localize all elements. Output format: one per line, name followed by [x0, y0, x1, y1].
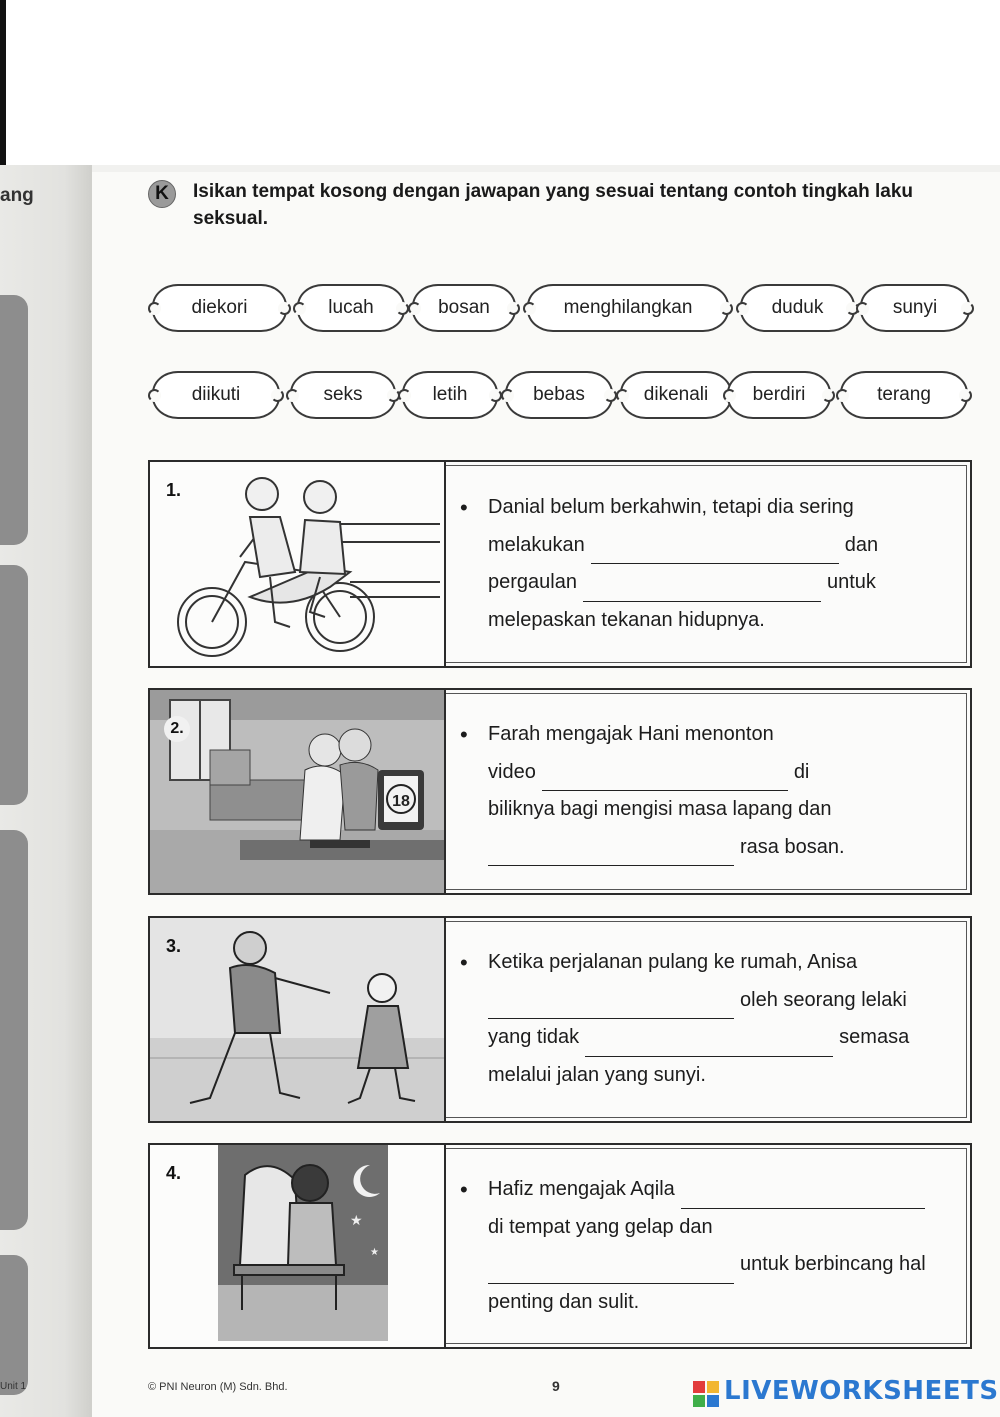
left-tab: [0, 295, 28, 545]
scan-edge: [0, 0, 6, 168]
word-cloud[interactable]: dikenali: [620, 371, 732, 419]
text-segment: pergaulan: [488, 571, 577, 593]
bullet-icon: •: [460, 495, 468, 520]
answer-blank-4a[interactable]: [681, 1183, 925, 1209]
question-box-3: [148, 916, 972, 1123]
text-line: Ketika perjalanan pulang ke rumah, Anisa: [488, 951, 858, 973]
text-segment: di: [793, 760, 810, 783]
left-page-footer: Unit 1: [0, 1381, 27, 1392]
word-cloud[interactable]: diekori: [152, 284, 287, 332]
question-text: [460, 716, 950, 866]
word-cloud[interactable]: letih: [402, 371, 498, 419]
page-number: 9: [552, 1378, 560, 1394]
left-tab: [0, 1255, 28, 1395]
instruction-text: Isikan tempat kosong dengan jawapan yang sesuai tentang contoh tingkah laku seksual.: [193, 181, 914, 229]
answer-blank-3b[interactable]: [585, 1031, 833, 1057]
question-box-1: [148, 460, 972, 668]
text-line: Danial belum berkahwin, tetapi dia sering: [488, 496, 854, 518]
text-line: [464, 1246, 950, 1284]
text-line: Farah mengajak Hani menonton: [488, 723, 774, 745]
question-text: [460, 944, 950, 1094]
word-cloud[interactable]: sunyi: [860, 284, 970, 332]
svg-text:★: ★: [350, 1213, 363, 1229]
bedroom-illustration: [150, 690, 446, 893]
word-cloud[interactable]: seks: [290, 371, 396, 419]
left-page-edge: [0, 165, 92, 1417]
picture-bedroom-computer: [150, 690, 446, 893]
left-tab: [0, 565, 28, 805]
question-text: [460, 489, 950, 639]
answer-blank-3a[interactable]: [488, 993, 734, 1019]
answer-blank-2b[interactable]: [488, 840, 734, 866]
brand-name[interactable]: LIVEWORKSHEETS: [724, 1376, 999, 1406]
street-illustration: [150, 918, 446, 1121]
left-page-word: ang: [0, 185, 34, 206]
text-segment: Hafiz mengajak Aqila: [488, 1178, 675, 1200]
picture-street-stranger: [150, 918, 446, 1121]
text-segment: oleh seorang lelaki: [740, 988, 907, 1011]
text-segment: semasa: [839, 1026, 910, 1048]
answer-blank-1b[interactable]: [583, 576, 821, 602]
motorcycle-illustration: [150, 462, 446, 666]
bullet-icon: •: [460, 1177, 468, 1202]
word-cloud[interactable]: menghilangkan: [527, 284, 729, 332]
night-illustration: [150, 1145, 446, 1347]
question-box-2: [148, 688, 972, 895]
word-cloud[interactable]: lucah: [297, 284, 405, 332]
text-line: [464, 829, 950, 867]
text-line: [464, 1019, 950, 1057]
word-cloud[interactable]: bebas: [505, 371, 613, 419]
word-cloud[interactable]: bosan: [412, 284, 516, 332]
picture-night-couple: [150, 1145, 446, 1347]
text-line: [464, 1171, 950, 1209]
question-number: 3.: [166, 936, 182, 956]
question-number: 1.: [166, 480, 182, 500]
picture-motorcycle: [150, 462, 446, 666]
word-cloud[interactable]: terang: [840, 371, 968, 419]
question-text: [460, 1171, 950, 1321]
section-badge: K: [148, 180, 176, 208]
text-segment: yang tidak: [488, 1026, 580, 1048]
answer-blank-4b[interactable]: [488, 1258, 734, 1284]
text-line: melepaskan tekanan hidupnya.: [488, 608, 765, 631]
word-cloud[interactable]: berdiri: [727, 371, 831, 419]
question-number: 2.: [164, 716, 190, 742]
answer-blank-1a[interactable]: [591, 538, 839, 564]
text-line: [464, 527, 950, 565]
text-segment: dan: [844, 533, 879, 556]
word-cloud[interactable]: diikuti: [152, 371, 280, 419]
bullet-icon: •: [460, 950, 468, 975]
left-tab: [0, 830, 28, 1230]
text-segment: video: [488, 760, 536, 783]
text-line: biliknya bagi mengisi masa lapang dan: [488, 798, 832, 820]
question-number: 4.: [166, 1163, 182, 1183]
text-line: [464, 982, 950, 1020]
text-segment: untuk berbincang hal: [740, 1253, 926, 1275]
copyright: © PNI Neuron (M) Sdn. Bhd.: [148, 1381, 288, 1393]
text-segment: untuk: [826, 571, 876, 593]
text-line: melalui jalan yang sunyi.: [488, 1063, 706, 1086]
text-line: di tempat yang gelap dan: [488, 1215, 713, 1238]
bullet-icon: •: [460, 722, 468, 747]
text-line: [464, 754, 950, 792]
text-line: penting dan sulit.: [488, 1290, 640, 1313]
answer-blank-2a[interactable]: [542, 765, 788, 791]
text-line: [464, 564, 950, 602]
text-segment: rasa bosan.: [740, 835, 845, 858]
question-box-4: [148, 1143, 972, 1349]
word-cloud[interactable]: duduk: [740, 284, 855, 332]
screen-rating-label: 18: [392, 793, 410, 810]
liveworksheets-logo-icon: [693, 1381, 719, 1407]
svg-text:★: ★: [370, 1247, 379, 1258]
text-segment: melakukan: [488, 533, 585, 556]
